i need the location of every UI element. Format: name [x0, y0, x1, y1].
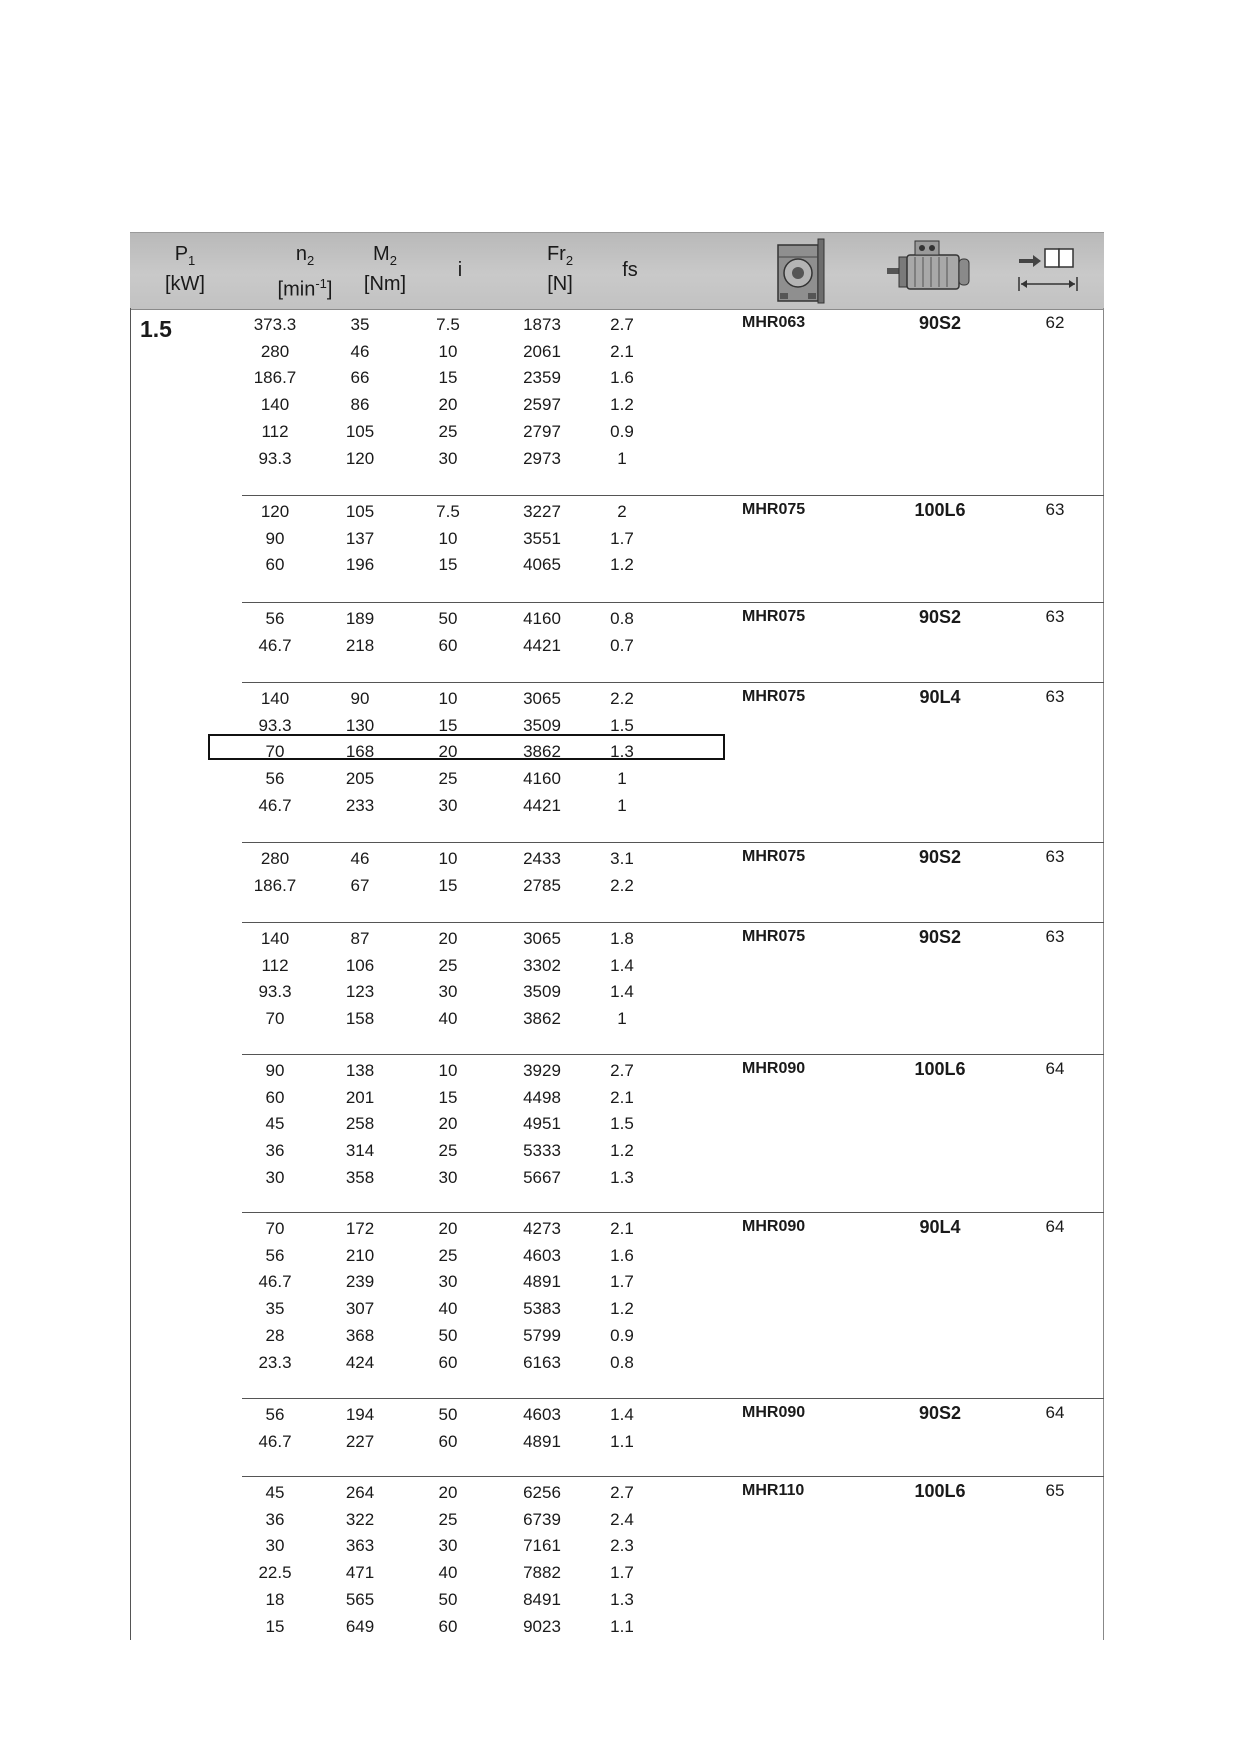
- fs-cell: 1.6: [610, 368, 634, 388]
- table-row: [130, 365, 1104, 391]
- fr2-cell: 2973: [523, 448, 561, 468]
- gearbox-code: MHR090: [742, 1218, 806, 1235]
- table-row: [130, 1269, 1104, 1295]
- table-row: [130, 552, 1104, 578]
- fr2-cell: 9023: [523, 1616, 561, 1636]
- ratio-cell: 10: [438, 849, 458, 868]
- fr2-cell: 2359: [523, 368, 561, 388]
- n2-cell: 280: [260, 341, 290, 361]
- catalog-page: 65: [1045, 1481, 1065, 1500]
- group-separator: [242, 495, 1104, 496]
- fr2-cell: 4421: [523, 635, 561, 655]
- fs-cell: 1.1: [610, 1616, 634, 1636]
- fr2-cell: 2061: [523, 341, 561, 361]
- fr2-cell: 4603: [523, 1245, 561, 1265]
- fr2-cell: 2597: [523, 395, 561, 415]
- m2-cell: 565: [345, 1589, 375, 1609]
- table-row: [130, 1560, 1104, 1586]
- motor-size: 90S2: [918, 607, 962, 627]
- ratio-cell: 10: [438, 528, 458, 548]
- n2-cell: 22.5: [258, 1563, 292, 1583]
- table-row: [130, 1165, 1104, 1191]
- fr2-cell: 3862: [523, 1009, 561, 1029]
- ratio-cell: 50: [438, 1405, 458, 1424]
- motor-size: 90L4: [919, 1217, 961, 1237]
- fr2-cell: 1873: [523, 315, 561, 334]
- header-p1: $P_1$ [kW]: [165, 243, 205, 295]
- n2-cell: 120: [260, 502, 290, 521]
- fr2-cell: 3227: [523, 502, 561, 521]
- n2-cell: 23.3: [258, 1352, 292, 1372]
- m2-cell: 67: [350, 875, 370, 895]
- ratio-cell: 15: [438, 715, 458, 735]
- table-row: [130, 392, 1104, 418]
- ratio-cell: 15: [438, 1087, 458, 1107]
- fs-cell: 0.7: [610, 635, 634, 655]
- fs-cell: 2.2: [610, 875, 634, 895]
- ratio-cell: 60: [438, 1352, 458, 1372]
- header-n2: $n_2$ $[\min^{-1}]$: [277, 243, 333, 301]
- fs-cell: 1.2: [610, 555, 634, 575]
- m2-cell: 106: [345, 955, 375, 975]
- fr2-cell: 4421: [523, 795, 561, 815]
- table-row: [130, 1587, 1104, 1613]
- n2-cell: 90: [265, 1061, 285, 1080]
- catalog-page: 63: [1045, 607, 1065, 626]
- m2-cell: 218: [345, 635, 375, 655]
- m2-cell: 264: [345, 1483, 375, 1502]
- fr2-cell: 5333: [523, 1141, 561, 1161]
- n2-cell: 36: [265, 1141, 285, 1161]
- fr2-cell: 4160: [523, 769, 561, 789]
- group-separator: [242, 602, 1104, 603]
- gearbox-code: MHR075: [742, 501, 806, 518]
- fs-cell: 2.1: [610, 1219, 634, 1238]
- fr2-cell: 4891: [523, 1431, 561, 1451]
- n2-cell: 45: [265, 1114, 285, 1134]
- m2-cell: 471: [345, 1563, 375, 1583]
- ratio-cell: 50: [438, 1589, 458, 1609]
- n2-cell: 45: [265, 1483, 285, 1502]
- n2-cell: 70: [265, 742, 285, 762]
- catalog-page: 63: [1045, 847, 1065, 866]
- motor-size: 90S2: [918, 927, 962, 947]
- m2-cell: 120: [345, 448, 375, 468]
- m2-cell: 138: [345, 1061, 375, 1080]
- fs-cell: 1: [617, 1009, 627, 1029]
- group-separator: [242, 1054, 1104, 1055]
- ratio-cell: 25: [438, 1245, 458, 1265]
- ratio-cell: 20: [438, 1219, 458, 1238]
- fs-cell: 2: [617, 502, 627, 521]
- fs-cell: 1.4: [610, 1405, 634, 1424]
- m2-cell: 172: [345, 1219, 375, 1238]
- n2-cell: 70: [265, 1219, 285, 1238]
- fs-cell: 1.6: [610, 1245, 634, 1265]
- m2-cell: 105: [345, 502, 375, 521]
- m2-cell: 105: [345, 421, 375, 441]
- fs-cell: 3.1: [610, 849, 634, 868]
- gearbox-code: MHR063: [742, 314, 806, 331]
- motor-size: 100L6: [914, 1481, 966, 1501]
- m2-cell: 194: [345, 1405, 375, 1424]
- m2-cell: 227: [345, 1431, 375, 1451]
- ratio-cell: 10: [438, 341, 458, 361]
- fs-cell: 1.1: [610, 1431, 634, 1451]
- table-row: [130, 1296, 1104, 1322]
- m2-cell: 66: [350, 368, 370, 388]
- table-row: [130, 1323, 1104, 1349]
- ratio-cell: 25: [438, 1141, 458, 1161]
- catalog-page: 63: [1045, 500, 1065, 519]
- m2-cell: 210: [345, 1245, 375, 1265]
- table-row: [130, 793, 1104, 819]
- ratio-cell: 10: [438, 689, 458, 708]
- n2-cell: 56: [265, 1245, 285, 1265]
- dimensions-icon: [1015, 245, 1085, 295]
- n2-cell: 35: [265, 1299, 285, 1319]
- fs-cell: 1: [617, 448, 627, 468]
- table-row: [130, 873, 1104, 899]
- fs-cell: 1: [617, 769, 627, 789]
- ratio-cell: 30: [438, 1167, 458, 1187]
- table-row: [130, 1085, 1104, 1111]
- m2-cell: 46: [350, 849, 370, 868]
- n2-cell: 36: [265, 1509, 285, 1529]
- gearbox-code: MHR110: [742, 1482, 805, 1499]
- gearbox-icon: [770, 235, 830, 307]
- header-fr2: $Fr_2$ [N]: [546, 243, 574, 295]
- fr2-cell: 4603: [523, 1405, 561, 1424]
- m2-cell: 87: [350, 929, 370, 948]
- gearbox-code: MHR075: [742, 608, 806, 625]
- fs-cell: 2.1: [610, 341, 634, 361]
- m2-cell: 649: [345, 1616, 375, 1636]
- fs-cell: 1.5: [610, 715, 634, 735]
- fs-cell: 0.8: [610, 609, 634, 628]
- n2-cell: 112: [261, 421, 289, 441]
- ratio-cell: 25: [438, 421, 458, 441]
- motor-size: 90S2: [918, 1403, 962, 1423]
- fs-cell: 0.9: [610, 421, 634, 441]
- group-separator: [242, 1398, 1104, 1399]
- motor-size: 90L4: [919, 687, 961, 707]
- m2-cell: 137: [345, 528, 375, 548]
- m2-cell: 314: [345, 1141, 375, 1161]
- ratio-cell: 20: [438, 1483, 458, 1502]
- ratio-cell: 7.5: [436, 502, 460, 521]
- fs-cell: 1.3: [610, 1167, 634, 1187]
- fs-cell: 1.3: [610, 1589, 634, 1609]
- fs-cell: 1.2: [610, 1141, 634, 1161]
- m2-cell: 46: [350, 341, 370, 361]
- table-row: [130, 1243, 1104, 1269]
- fr2-cell: 3065: [523, 929, 561, 948]
- ratio-cell: 30: [438, 982, 458, 1002]
- m2-cell: 258: [345, 1114, 375, 1134]
- n2-cell: 56: [265, 609, 285, 628]
- ratio-cell: 15: [438, 368, 458, 388]
- fr2-cell: 3862: [523, 742, 561, 762]
- m2-cell: 368: [345, 1325, 375, 1345]
- fs-cell: 1: [617, 795, 627, 815]
- fs-cell: 1.4: [610, 955, 634, 975]
- catalog-page: 63: [1045, 687, 1065, 706]
- n2-cell: 60: [265, 555, 285, 575]
- n2-cell: 46.7: [258, 795, 292, 815]
- m2-cell: 358: [345, 1167, 375, 1187]
- n2-cell: 70: [265, 1009, 285, 1029]
- fs-cell: 2.4: [610, 1509, 634, 1529]
- n2-cell: 186.7: [253, 368, 297, 388]
- table-row: [130, 1006, 1104, 1032]
- m2-cell: 168: [345, 742, 375, 762]
- n2-cell: 140: [260, 689, 290, 708]
- fr2-cell: 3509: [523, 982, 561, 1002]
- n2-cell: 90: [265, 528, 285, 548]
- n2-cell: 140: [260, 929, 290, 948]
- gearbox-code: MHR075: [742, 848, 806, 865]
- ratio-cell: 60: [438, 1616, 458, 1636]
- table-row: [130, 1507, 1104, 1533]
- table-row: [130, 953, 1104, 979]
- catalog-page: 64: [1045, 1059, 1065, 1078]
- fr2-cell: 7882: [523, 1563, 561, 1583]
- fr2-cell: 5799: [523, 1325, 561, 1345]
- m2-cell: 86: [350, 395, 370, 415]
- highlighted-row-frame: [208, 734, 725, 760]
- m2-cell: 90: [350, 689, 370, 708]
- fr2-cell: 7161: [523, 1536, 561, 1556]
- table-row: [130, 1533, 1104, 1559]
- catalog-page: 62: [1045, 313, 1065, 332]
- motor-size: 100L6: [914, 1059, 966, 1079]
- gearbox-code: MHR090: [742, 1060, 806, 1077]
- ratio-cell: 50: [438, 609, 458, 628]
- table-row: [130, 446, 1104, 472]
- table-row: [130, 633, 1104, 659]
- m2-cell: 35: [350, 315, 370, 334]
- fs-cell: 1.7: [610, 1563, 634, 1583]
- ratio-cell: 20: [438, 1114, 458, 1134]
- table-row: [130, 1614, 1104, 1640]
- fr2-cell: 4951: [523, 1114, 561, 1134]
- ratio-cell: 30: [438, 448, 458, 468]
- ratio-cell: 20: [438, 929, 458, 948]
- fr2-cell: 3302: [523, 955, 561, 975]
- fr2-cell: 3509: [523, 715, 561, 735]
- m2-cell: 205: [345, 769, 375, 789]
- fr2-cell: 4065: [523, 555, 561, 575]
- table-row: [130, 1111, 1104, 1137]
- n2-cell: 280: [260, 849, 290, 868]
- motor-size: 100L6: [914, 500, 966, 520]
- fs-cell: 2.2: [610, 689, 634, 708]
- ratio-cell: 15: [438, 875, 458, 895]
- ratio-cell: 30: [438, 1272, 458, 1292]
- ratio-cell: 20: [438, 395, 458, 415]
- fr2-cell: 8491: [523, 1589, 561, 1609]
- m2-cell: 189: [345, 609, 375, 628]
- catalog-page: 63: [1045, 927, 1065, 946]
- ratio-cell: 50: [438, 1325, 458, 1345]
- fs-cell: 1.3: [610, 742, 634, 762]
- fr2-cell: 4891: [523, 1272, 561, 1292]
- table-row: [130, 979, 1104, 1005]
- power-value: 1.5: [140, 316, 172, 342]
- m2-cell: 196: [345, 555, 375, 575]
- m2-cell: 239: [345, 1272, 375, 1292]
- fr2-cell: 6163: [523, 1352, 561, 1372]
- fr2-cell: 3929: [523, 1061, 561, 1080]
- n2-cell: 46.7: [258, 1272, 292, 1292]
- table-row: [130, 339, 1104, 365]
- fs-cell: 1.2: [610, 1299, 634, 1319]
- table-row: [130, 1429, 1104, 1455]
- header-m2: $M_2$ [Nm]: [363, 243, 407, 295]
- fs-cell: 2.7: [610, 1483, 634, 1502]
- fr2-cell: 5667: [523, 1167, 561, 1187]
- n2-cell: 60: [265, 1087, 285, 1107]
- ratio-cell: 25: [438, 1509, 458, 1529]
- n2-cell: 28: [265, 1325, 285, 1345]
- gearbox-code: MHR075: [742, 688, 806, 705]
- group-separator: [242, 842, 1104, 843]
- m2-cell: 201: [345, 1087, 375, 1107]
- fr2-cell: 3065: [523, 689, 561, 708]
- n2-cell: 140: [260, 395, 290, 415]
- motor-icon: [885, 235, 975, 307]
- n2-cell: 93.3: [258, 982, 292, 1002]
- catalog-page: 64: [1045, 1217, 1065, 1236]
- n2-cell: 18: [265, 1589, 285, 1609]
- table-row: [130, 766, 1104, 792]
- fr2-cell: 2797: [523, 421, 561, 441]
- group-separator: [242, 1212, 1104, 1213]
- m2-cell: 424: [345, 1352, 375, 1372]
- m2-cell: 307: [345, 1299, 375, 1319]
- ratio-cell: 25: [438, 769, 458, 789]
- n2-cell: 30: [265, 1536, 285, 1556]
- ratio-cell: 40: [438, 1299, 458, 1319]
- m2-cell: 233: [345, 795, 375, 815]
- fs-cell: 2.3: [610, 1536, 634, 1556]
- fs-cell: 2.7: [610, 1061, 634, 1080]
- fs-cell: 1.5: [610, 1114, 634, 1134]
- n2-cell: 112: [261, 955, 289, 975]
- fs-cell: 0.8: [610, 1352, 634, 1372]
- gearbox-code: MHR090: [742, 1404, 806, 1421]
- n2-cell: 46.7: [258, 1431, 292, 1451]
- fs-cell: 2.7: [610, 315, 634, 334]
- n2-cell: 46.7: [258, 635, 292, 655]
- table-header: [130, 232, 1104, 310]
- m2-cell: 123: [345, 982, 375, 1002]
- m2-cell: 363: [345, 1536, 375, 1556]
- group-separator: [242, 682, 1104, 683]
- motor-size: 90S2: [918, 847, 962, 867]
- n2-cell: 186.7: [253, 875, 297, 895]
- catalog-page: 64: [1045, 1403, 1065, 1422]
- table-row: [130, 1350, 1104, 1376]
- motor-size: 90S2: [918, 313, 962, 333]
- fr2-cell: 4273: [523, 1219, 561, 1238]
- fr2-cell: 4498: [523, 1087, 561, 1107]
- ratio-cell: 30: [438, 795, 458, 815]
- ratio-cell: 15: [438, 555, 458, 575]
- table-row: [130, 526, 1104, 552]
- n2-cell: 93.3: [258, 715, 292, 735]
- fr2-cell: 5383: [523, 1299, 561, 1319]
- gearbox-code: MHR075: [742, 928, 806, 945]
- fs-cell: 1.7: [610, 1272, 634, 1292]
- fs-cell: 1.2: [610, 395, 634, 415]
- fs-cell: 1.8: [610, 929, 634, 948]
- fs-cell: 1.7: [610, 528, 634, 548]
- table-row: [130, 1138, 1104, 1164]
- ratio-cell: 30: [438, 1536, 458, 1556]
- fr2-cell: 2785: [523, 875, 561, 895]
- n2-cell: 93.3: [258, 448, 292, 468]
- fs-cell: 0.9: [610, 1325, 634, 1345]
- ratio-cell: 10: [438, 1061, 458, 1080]
- ratio-cell: 40: [438, 1563, 458, 1583]
- n2-cell: 373.3: [253, 315, 297, 334]
- m2-cell: 322: [345, 1509, 375, 1529]
- fr2-cell: 3551: [523, 528, 561, 548]
- fr2-cell: 4160: [523, 609, 561, 628]
- fr2-cell: 6739: [523, 1509, 561, 1529]
- ratio-cell: 7.5: [436, 315, 460, 334]
- ratio-cell: 60: [438, 1431, 458, 1451]
- n2-cell: 30: [265, 1167, 285, 1187]
- n2-cell: 56: [265, 1405, 285, 1424]
- group-separator: [242, 922, 1104, 923]
- m2-cell: 130: [345, 715, 375, 735]
- n2-cell: 56: [265, 769, 285, 789]
- header-i: i: [457, 259, 463, 281]
- rating-table: [130, 232, 1104, 1640]
- ratio-cell: 40: [438, 1009, 458, 1029]
- m2-cell: 158: [345, 1009, 375, 1029]
- ratio-cell: 25: [438, 955, 458, 975]
- fs-cell: 1.4: [610, 982, 634, 1002]
- header-fs: fs: [622, 259, 638, 281]
- fr2-cell: 6256: [523, 1483, 561, 1502]
- ratio-cell: 60: [438, 635, 458, 655]
- table-row: [130, 419, 1104, 445]
- ratio-cell: 20: [438, 742, 458, 762]
- group-separator: [242, 1476, 1104, 1477]
- fr2-cell: 2433: [523, 849, 561, 868]
- fs-cell: 2.1: [610, 1087, 634, 1107]
- n2-cell: 15: [265, 1616, 285, 1636]
